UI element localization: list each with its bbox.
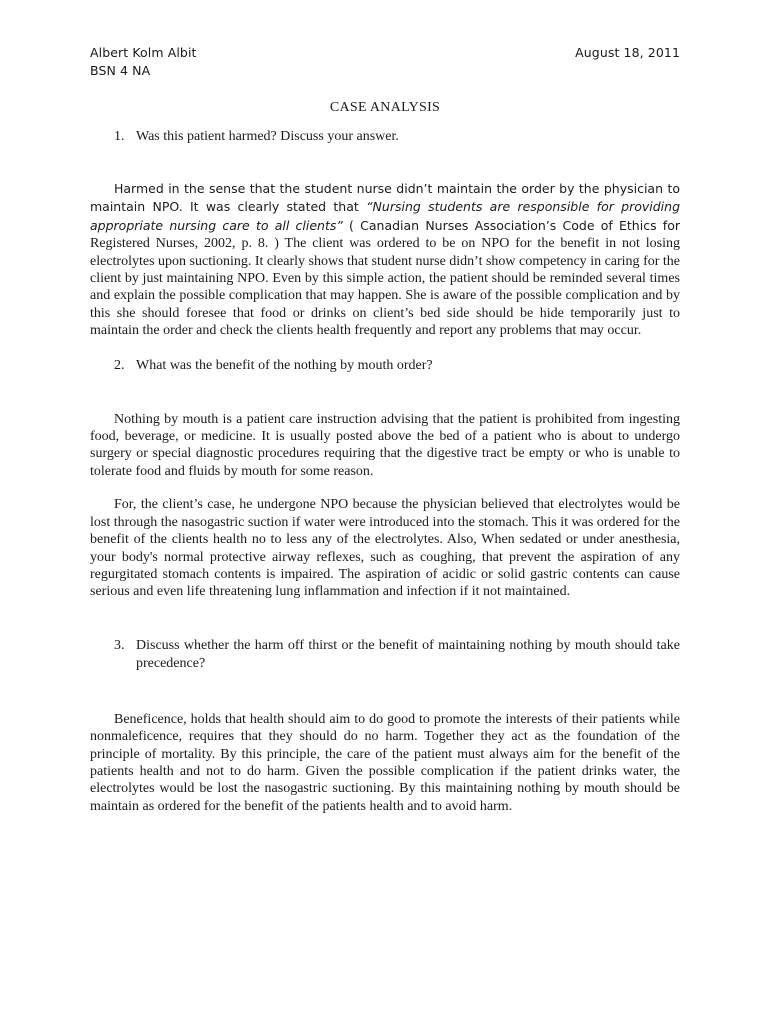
course-section: BSN 4 NA (90, 63, 151, 78)
document-title: CASE ANALYSIS (329, 100, 441, 115)
question-number: 1. (114, 129, 125, 144)
document-date: August 18, 2011 (575, 45, 680, 60)
author-block (90, 44, 197, 80)
answer-1-paragraph (90, 180, 680, 340)
answer-1-body: Registered Nurses, 2002, p. 8. ) The client was ordered to be on NPO for the benefit in not losing electrolytes upon suctioning. It clearly shows that student nurse didn’t show competency in caring for the client by just maintaining NPO. Even by this simple action, the patient should be reminded several times and explain the possible complication that may happen. She is aware of the possible complication and by this she should foresee that food or drinks on client’s bed side should be hide temporarily just to maintain the order and check the clients health frequently and report any problems that may occur. (90, 236, 680, 339)
author-name: Albert Kolm Albit (90, 45, 197, 60)
question-2 (114, 357, 680, 375)
question-text: What was the benefit of the nothing by mouth order? (136, 357, 433, 373)
answer-1-intro: Harmed in the sense that the student nurse didn’t maintain the order by the physician to maintain NPO. It was clearly stated that (90, 181, 680, 215)
question-text: Was this patient harmed? Discuss your answer. (136, 129, 399, 144)
question-number: 3. (114, 637, 125, 653)
answer-2-paragraph-2: For, the client’s case, he undergone NPO because the physician believed that electrolytes would be lost through the nasogastric suction if water were introduced into the stomach. This it was ordered for the benefit of the clients health no to less any of the electrolytes. Also, When sedated or under anesthesia, your body's normal protective airway reflexes, such as coughing, that prevent the aspiration of any regurgitated stomach contents is impaired. The aspiration of acidic or solid gastric contents can cause serious and even life threatening lung inflammation and infection if it not maintained. (90, 497, 680, 600)
question-text: Discuss whether the harm off thirst or the benefit of maintaining nothing by mouth should take precedence? (136, 637, 680, 671)
question-1 (114, 128, 680, 146)
answer-3-paragraph: Beneficence, holds that health should aim to do good to promote the interests of their patients while nonmaleficence, requires that they should do no harm. Together they act as the foundation of the principle of mortality. By this principle, the care of the patient must always aim for the benefit of the patients health and not to do harm. Given the possible complication if the patient drinks water, the electrolytes would be lost the nasogastric suctioning. By this maintaining nothing by mouth should be maintain as ordered for the benefit of the patients health and to avoid harm. (90, 711, 680, 814)
question-number: 2. (114, 357, 125, 373)
answer-1-citation: ( Canadian Nurses Association’s Code of Ethics for (342, 217, 680, 233)
answer-1-quote: “Nursing students are responsible for providing appropriate nursing care to all clients” (90, 199, 681, 233)
document-header (90, 44, 680, 80)
question-3 (114, 637, 680, 673)
answer-2-paragraph-1: Nothing by mouth is a patient care instruction advising that the patient is prohibited from ingesting food, beverage, or medicine. It is usually posted above the bed of a patient who is about to undergo surgery or special diagnostic procedures requiring that the digestive tract be empty or who is unable to tolerate food and fluids by mouth for some reason. (90, 411, 680, 479)
